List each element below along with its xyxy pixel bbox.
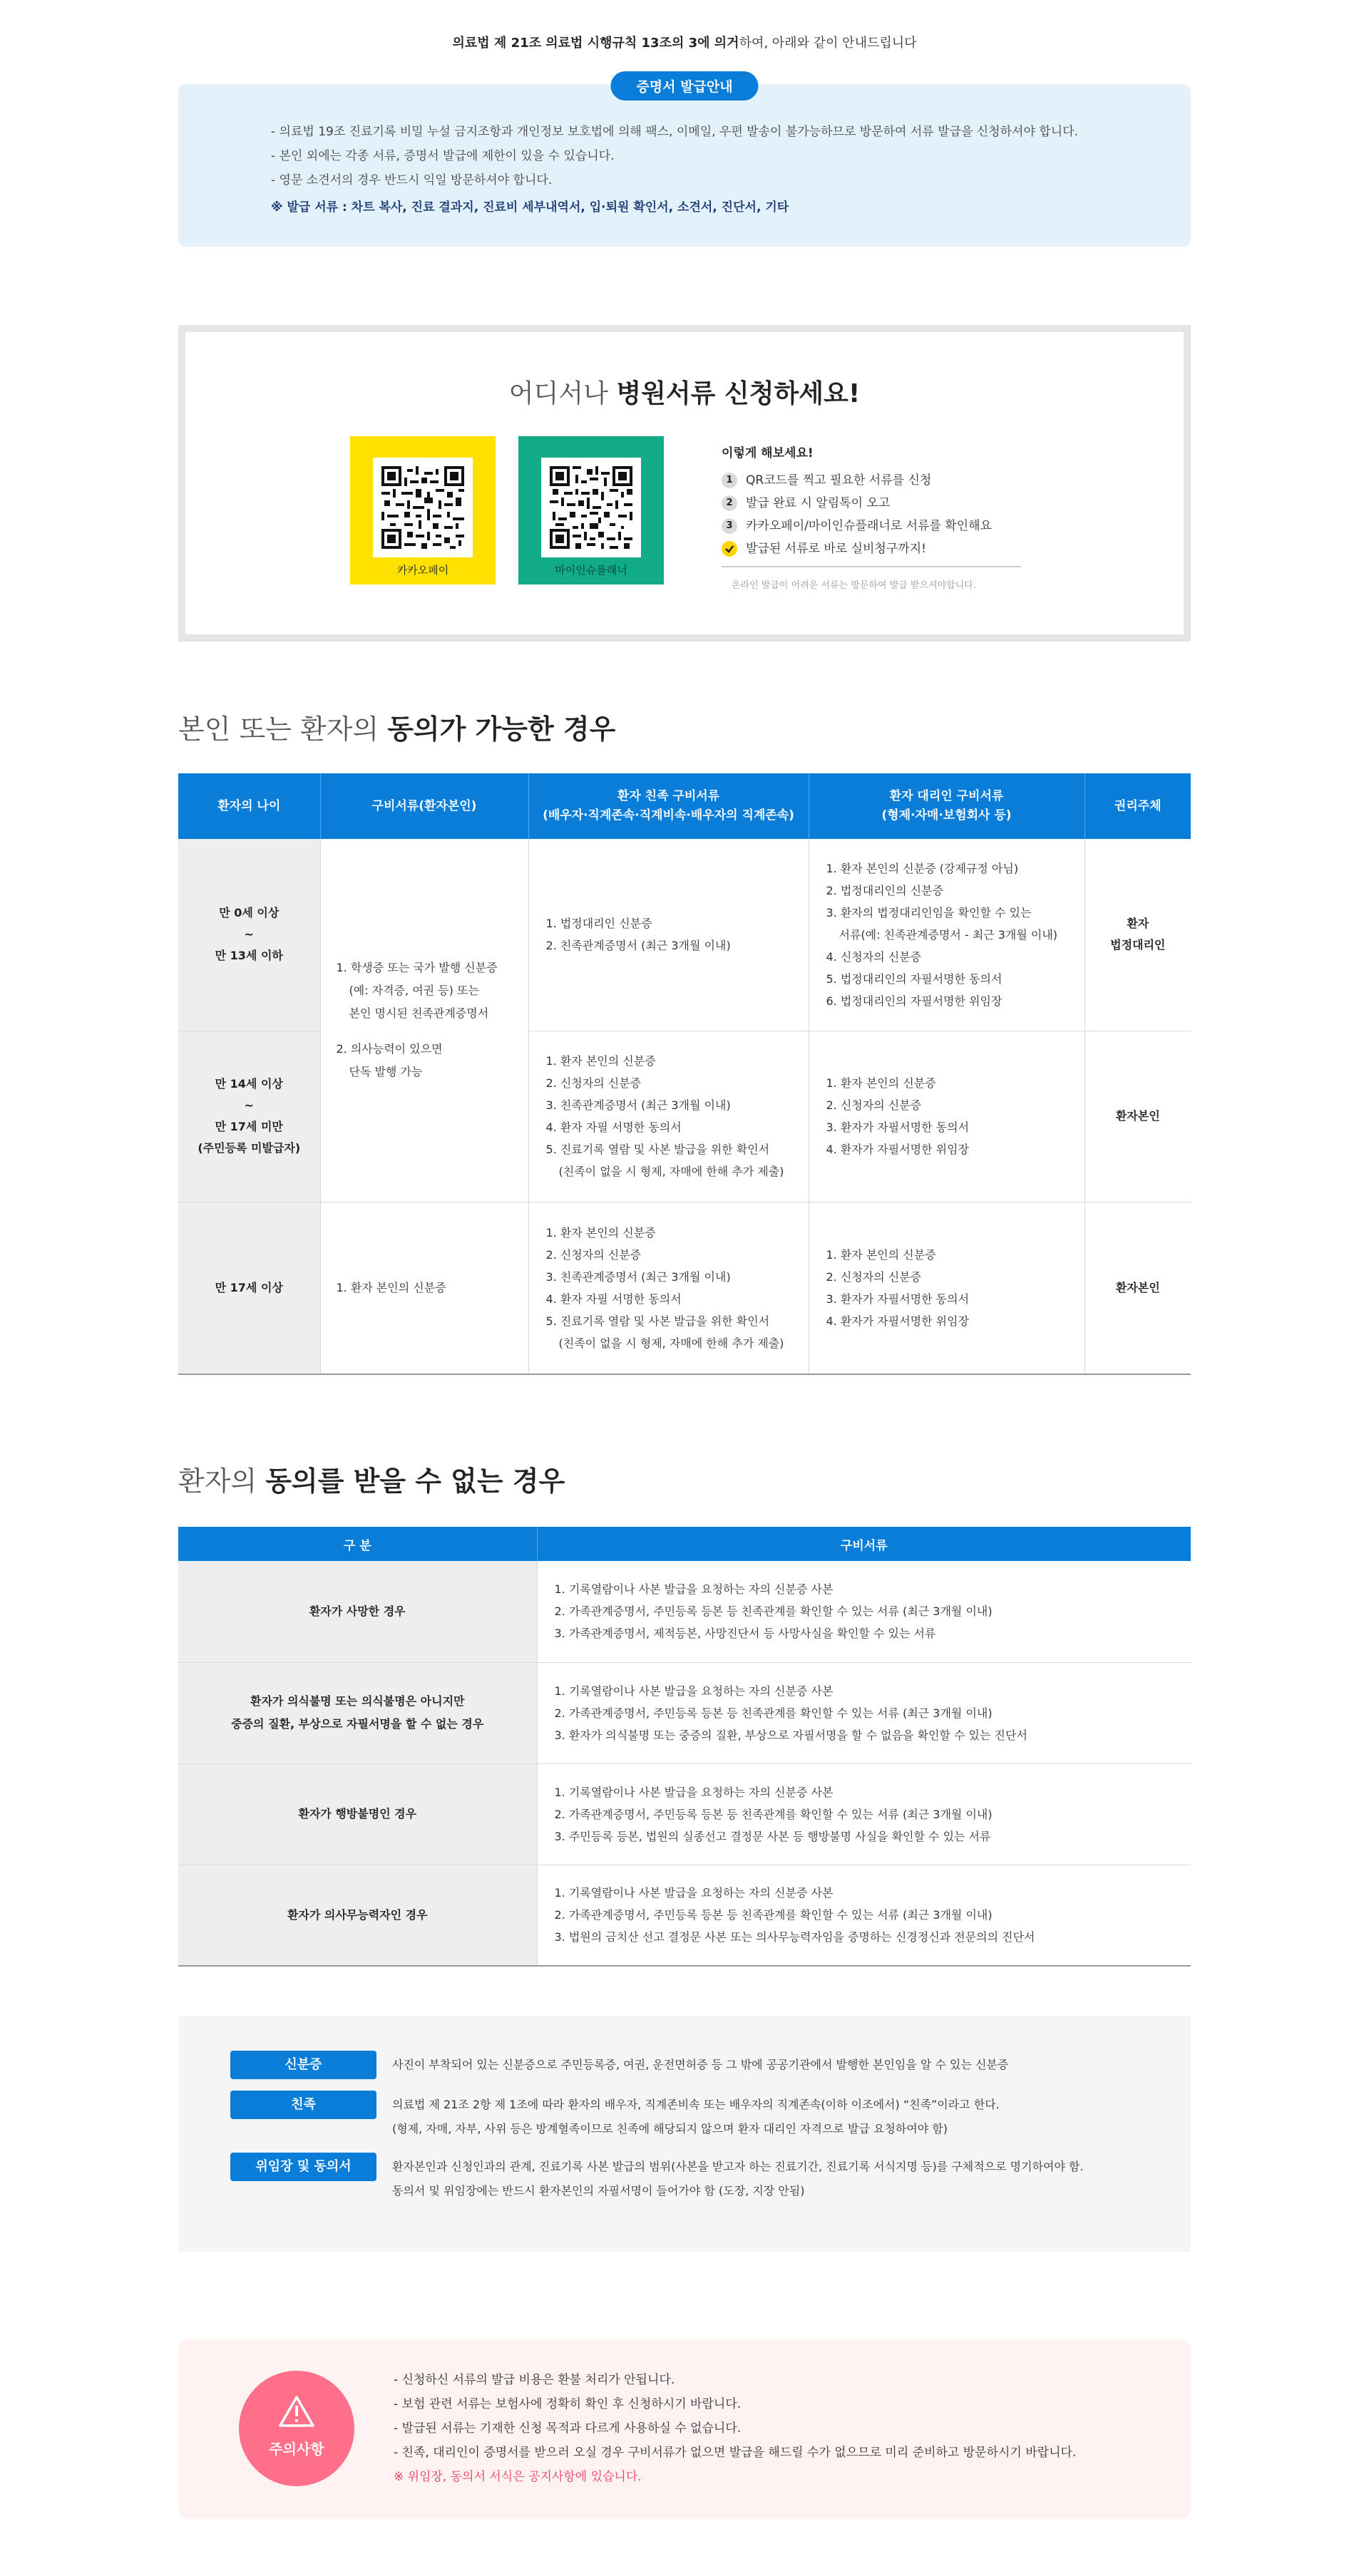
category-cell: 환자가 사망한 경우 [178,1561,537,1662]
definition-text: 사진이 부착되어 있는 신분증으로 주민등록증, 여권, 운전면허증 등 그 밖에 공공기관에서 발행한 본인임을 알 수 있는 신분증 [392,2058,1009,2071]
caution-line: - 신청하신 서류의 발급 비용은 환불 처리가 안됩니다. [394,2373,675,2387]
caution-forms-note: ※ 위임장, 동의서 서식은 공지사항에 있습니다. [394,2470,642,2484]
caution-line: - 보험 관련 서류는 보험사에 정확히 확인 후 신청하시기 바랍니다. [394,2397,742,2411]
table-row [178,1561,1191,1662]
definition-text: 환자본인과 신청인과의 관계, 진료기록 사본 발급의 범위(사본을 받고자 하는 진료기간, 진료기록 서식지명 등)를 구체적으로 명기하여야 함. 동의서 및 위임장에는 반드시 환자본인의 자필서명이 들어가야 함 (도장, 지장 안됨) [392,2160,1084,2198]
steps-title: 이렇게 해보세요! [722,446,814,460]
table-row [178,1763,1191,1865]
right-holder-cell: 환자 법정대리인 [1085,839,1191,1031]
definition-tag: 신분증 [230,2051,376,2079]
warning-icon [278,2395,315,2428]
category-cell: 환자가 의식불명 또는 의식불명은 아니지만 중증의 질환, 부상으로 자필서명을 할 수 없는 경우 [178,1662,537,1763]
caution-list [394,2368,1076,2489]
apply-title: 어디서나 병원서류 신청하세요! [508,379,861,408]
step-item: 발급된 서류로 바로 실비청구까지! [722,537,1021,560]
proxy-docs-cell: 1. 환자 본인의 신분증 (강제규정 아님) 2. 법정대리인의 신분증 3. 환자의 법정대리인임을 확인할 수 있는 서류(예: 친족관계증명서 - 최근 3개월 이내) 4. 신청자의 신분증 5. 법정대리인의 자필서명한 동의서 6. 법정대리인의 자필서명한 위임장 [809,839,1085,1031]
proxy-docs-cell: 1. 환자 본인의 신분증 2. 신청자의 신분증 3. 환자가 자필서명한 동의서 4. 환자가 자필서명한 위임장 [809,1031,1085,1202]
header-docs: 구비서류 [537,1527,1191,1561]
docs-cell: 1. 기록열람이나 사본 발급을 요청하는 자의 신분증 사본 2. 가족관계증명서, 주민등록 등본 등 친족관계를 확인할 수 있는 서류 (최근 3개월 이내) 3. 환자가 의식불명 또는 중증의 질환, 부상으로 자필서명을 할 수 없음을 확인할 수 있는 진단서 [537,1662,1191,1763]
consent-documents-table [178,773,1191,1375]
intro-rest: 하여, 아래와 같이 안내드립니다 [739,36,917,51]
header-category: 구 분 [178,1527,537,1561]
caution-line: - 발급된 서류는 기재한 신청 목적과 다르게 사용하실 수 없습니다. [394,2421,742,2436]
notice-line: - 본인 외에는 각종 서류, 증명서 발급에 제한이 있을 수 있습니다. [271,149,615,163]
notice-line: - 의료법 19조 진료기록 비밀 누설 금지조항과 개인정보 보호법에 의해 팩스, 이메일, 우편 발송이 불가능하므로 방문하여 서류 발급을 신청하셔야 합니다. [271,125,1078,139]
self-docs-cell: 1. 학생증 또는 국가 발행 신분증 (예: 자격증, 여권 등) 또는 본인 명시된 친족관계증명서 2. 의사능력이 있으면 단독 발행 가능 [320,839,528,1202]
definition-item [230,2051,1191,2079]
kakaopay-qr-card[interactable] [350,436,496,584]
intro-text [178,0,1191,68]
age-cell: 만 17세 이상 [178,1202,320,1374]
category-cell: 환자가 행방불명인 경우 [178,1763,537,1865]
step-item: 3 카카오페이/마이인슈플래너로 서류를 확인해요 [722,515,1021,537]
section-no-consent-title: 환자의 동의를 받을 수 없는 경우 [178,1465,565,1497]
no-consent-documents-table [178,1527,1191,1967]
category-cell: 환자가 의사무능력자인 경우 [178,1865,537,1966]
docs-cell: 1. 기록열람이나 사본 발급을 요청하는 자의 신분증 사본 2. 가족관계증명서, 주민등록 등본 등 친족관계를 확인할 수 있는 서류 (최근 3개월 이내) 3. 가족관계증명서, 제적등본, 사망진단서 등 사망사실을 확인할 수 있는 서류 [537,1561,1191,1662]
page [178,0,1191,2519]
header-proxy: 환자 대리인 구비서류 (형제·자매·보험회사 등) [809,773,1085,839]
age-cell: 만 14세 이상 ~ 만 17세 미만 (주민등록 미발급자) [178,1031,320,1202]
qr-code-icon [373,458,473,557]
section-consent-title: 본인 또는 환자의 동의가 가능한 경우 [178,713,616,745]
table-row [178,1865,1191,1966]
step-number-icon: 1 [722,473,737,488]
table-row [178,1662,1191,1763]
header-age: 환자의 나이 [178,773,320,839]
family-docs-cell: 1. 법정대리인 신분증 2. 친족관계증명서 (최근 3개월 이내) [528,839,809,1031]
intro-strong: 의료법 제 21조 의료법 시행규칙 13조의 3에 의거 [452,36,739,51]
table-header-row [178,1527,1191,1561]
self-docs-cell: 1. 환자 본인의 신분증 [320,1202,528,1374]
table-header-row [178,773,1191,839]
family-docs-cell: 1. 환자 본인의 신분증 2. 신청자의 신분증 3. 친족관계증명서 (최근 3개월 이내) 4. 환자 자필 서명한 동의서 5. 진료기록 열람 및 사본 발급을 위한 확인서 (친족이 없을 시 형제, 자매에 한해 추가 제출) [528,1031,809,1202]
definition-tag: 친족 [230,2091,376,2119]
apply-note: 온라인 발급이 어려운 서류는 방문하여 발급 받으셔야합니다. [722,566,1021,591]
right-holder-cell: 환자본인 [1085,1202,1191,1374]
table-row [178,839,1191,1031]
step-item: 1 QR코드를 찍고 필요한 서류를 신청 [722,469,1021,492]
step-number-icon: 2 [722,495,737,511]
definition-tag: 위임장 및 동의서 [230,2153,376,2181]
age-cell: 만 0세 이상 ~ 만 13세 이하 [178,839,320,1031]
proxy-docs-cell: 1. 환자 본인의 신분증 2. 신청자의 신분증 3. 환자가 자필서명한 동의서 4. 환자가 자필서명한 위임장 [809,1202,1085,1374]
header-right: 권리주체 [1085,773,1191,839]
family-docs-cell: 1. 환자 본인의 신분증 2. 신청자의 신분증 3. 친족관계증명서 (최근 3개월 이내) 4. 환자 자필 서명한 동의서 5. 진료기록 열람 및 사본 발급을 위한 확인서 (친족이 없을 시 형제, 자매에 한해 추가 제출) [528,1202,809,1374]
notice-title: 증명서 발급안내 [610,71,758,101]
docs-cell: 1. 기록열람이나 사본 발급을 요청하는 자의 신분증 사본 2. 가족관계증명서, 주민등록 등본 등 친족관계를 확인할 수 있는 서류 (최근 3개월 이내) 3. 법원의 금치산 선고 결정문 사본 또는 의사무능력자임을 증명하는 신경정신과 전문의의 진단서 [537,1865,1191,1966]
myinsuplanner-label: 마이인슈플래너 [555,564,627,577]
online-apply-box [178,325,1191,642]
caution-line: - 친족, 대리인이 증명서를 받으러 오실 경우 구비서류가 없으면 발급을 해드릴 수가 없으므로 미리 준비하고 방문하시기 바랍니다. [394,2446,1077,2460]
terms-definitions [178,2016,1191,2252]
notice-docs-line: ※ 발급 서류 : 차트 복사, 진료 결과지, 진료비 세부내역서, 입·퇴원 확인서, 소견서, 진단서, 기타 [271,200,789,215]
issuance-notice [178,79,1191,247]
docs-cell: 1. 기록열람이나 사본 발급을 요청하는 자의 신분증 사본 2. 가족관계증명서, 주민등록 등본 등 친족관계를 확인할 수 있는 서류 (최근 3개월 이내) 3. 주민등록 등본, 법원의 실종선고 결정문 사본 등 행방불명 사실을 확인할 수 있는 서류 [537,1763,1191,1865]
header-family: 환자 친족 구비서류 (배우자·직계존속·직계비속·배우자의 직계존속) [528,773,809,839]
right-holder-cell: 환자본인 [1085,1031,1191,1202]
definition-text: 의료법 제 21조 2항 제 1조에 따라 환자의 배우자, 직계존비속 또는 배우자의 직계존속(이하 이조에서) “친족”이라고 한다. (형제, 자매, 자부, 사위 등은 방계혈족이므로 친족에 해당되지 않으며 환자 대리인 자격으로 발급 요청하여야 함) [392,2098,1000,2135]
myinsuplanner-qr-card[interactable] [518,436,664,584]
step-item: 2 발급 완료 시 알림톡이 오고 [722,492,1021,515]
qr-code-icon [541,458,641,557]
caution-badge: 주의사항 [239,2371,354,2486]
check-icon [722,541,737,557]
definition-item [230,2091,1191,2141]
step-number-icon: 3 [722,518,737,534]
how-to-steps [722,443,1021,591]
table-row [178,1202,1191,1374]
definition-item [230,2153,1191,2203]
kakaopay-label: 카카오페이 [396,564,449,577]
caution-box [178,2339,1191,2519]
notice-line: - 영문 소견서의 경우 반드시 익일 방문하셔야 합니다. [271,173,553,187]
header-self: 구비서류(환자본인) [320,773,528,839]
